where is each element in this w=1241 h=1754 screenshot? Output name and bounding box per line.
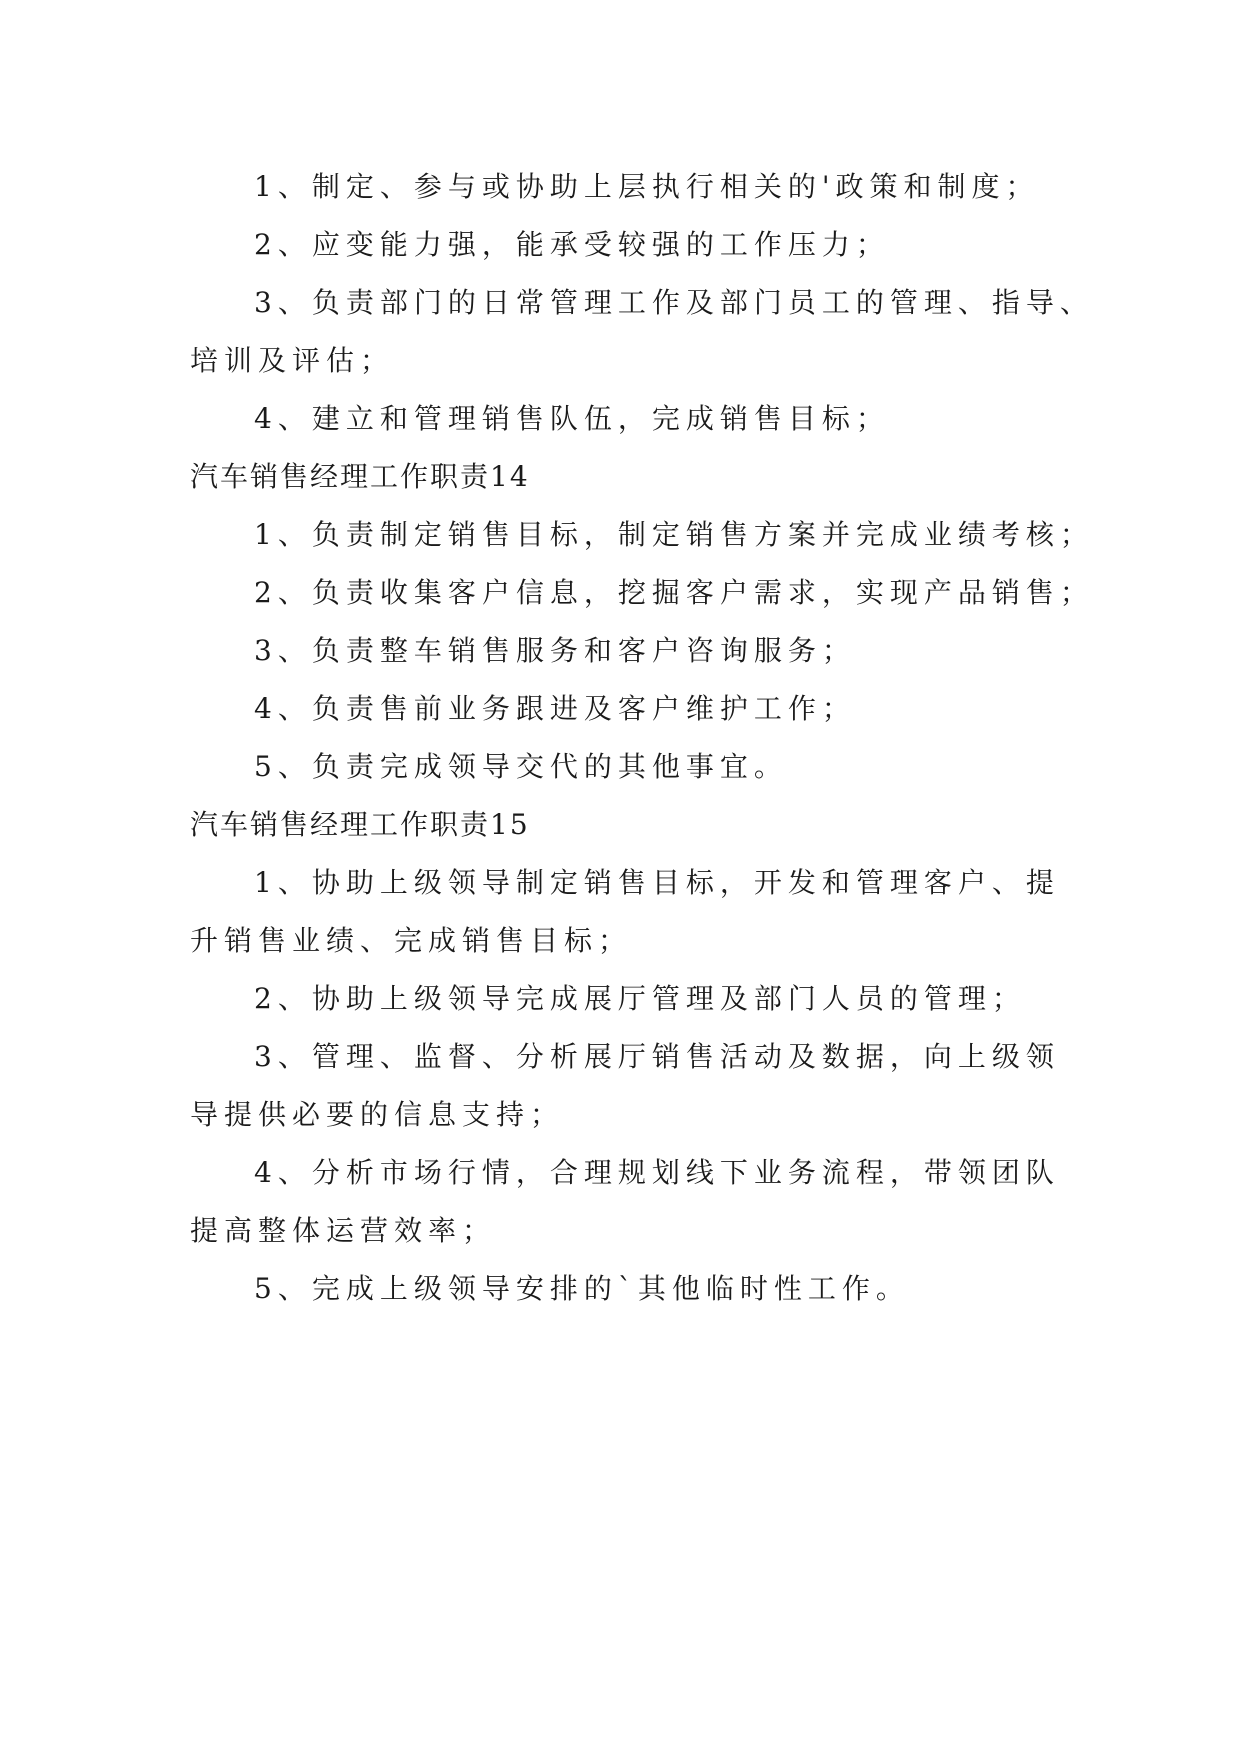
list-item-15-4-continued: 提高整体运营效率； xyxy=(190,1214,497,1247)
list-item-15-3-continued: 导提供必要的信息支持； xyxy=(190,1098,565,1131)
list-item-15-5: 5、完成上级领导安排的`其他临时性工作。 xyxy=(254,1272,910,1305)
list-item-14-3: 3、负责整车销售服务和客户咨询服务； xyxy=(254,634,856,667)
list-item-15-3: 3、管理、监督、分析展厅销售活动及数据，向上级领 xyxy=(254,1040,1060,1073)
list-item-14-4: 4、负责售前业务跟进及客户维护工作； xyxy=(254,692,856,725)
list-item-15-2: 2、协助上级领导完成展厅管理及部门人员的管理； xyxy=(254,982,1026,1015)
list-item-13-3-continued: 培训及评估； xyxy=(190,344,395,377)
list-item-15-1: 1、协助上级领导制定销售目标，开发和管理客户、提 xyxy=(254,866,1060,899)
document-body xyxy=(190,158,1094,1318)
list-item-13-4: 4、建立和管理销售队伍，完成销售目标； xyxy=(254,402,890,435)
list-item-14-5: 5、负责完成领导交代的其他事宜。 xyxy=(254,750,788,783)
list-item-14-2: 2、负责收集客户信息，挖掘客户需求，实现产品销售； xyxy=(254,576,1094,609)
list-item-13-2: 2、应变能力强，能承受较强的工作压力； xyxy=(254,228,890,261)
list-item-13-3: 3、负责部门的日常管理工作及部门员工的管理、指导、 xyxy=(254,286,1094,319)
list-item-13-1: 1、制定、参与或协助上层执行相关的'政策和制度； xyxy=(254,170,1040,203)
section-heading-15: 汽车销售经理工作职责15 xyxy=(190,808,530,841)
section-heading-14: 汽车销售经理工作职责14 xyxy=(190,460,530,493)
list-item-15-1-continued: 升销售业绩、完成销售目标； xyxy=(190,924,633,957)
list-item-15-4: 4、分析市场行情，合理规划线下业务流程，带领团队 xyxy=(254,1156,1060,1189)
list-item-14-1: 1、负责制定销售目标，制定销售方案并完成业绩考核； xyxy=(254,518,1094,551)
